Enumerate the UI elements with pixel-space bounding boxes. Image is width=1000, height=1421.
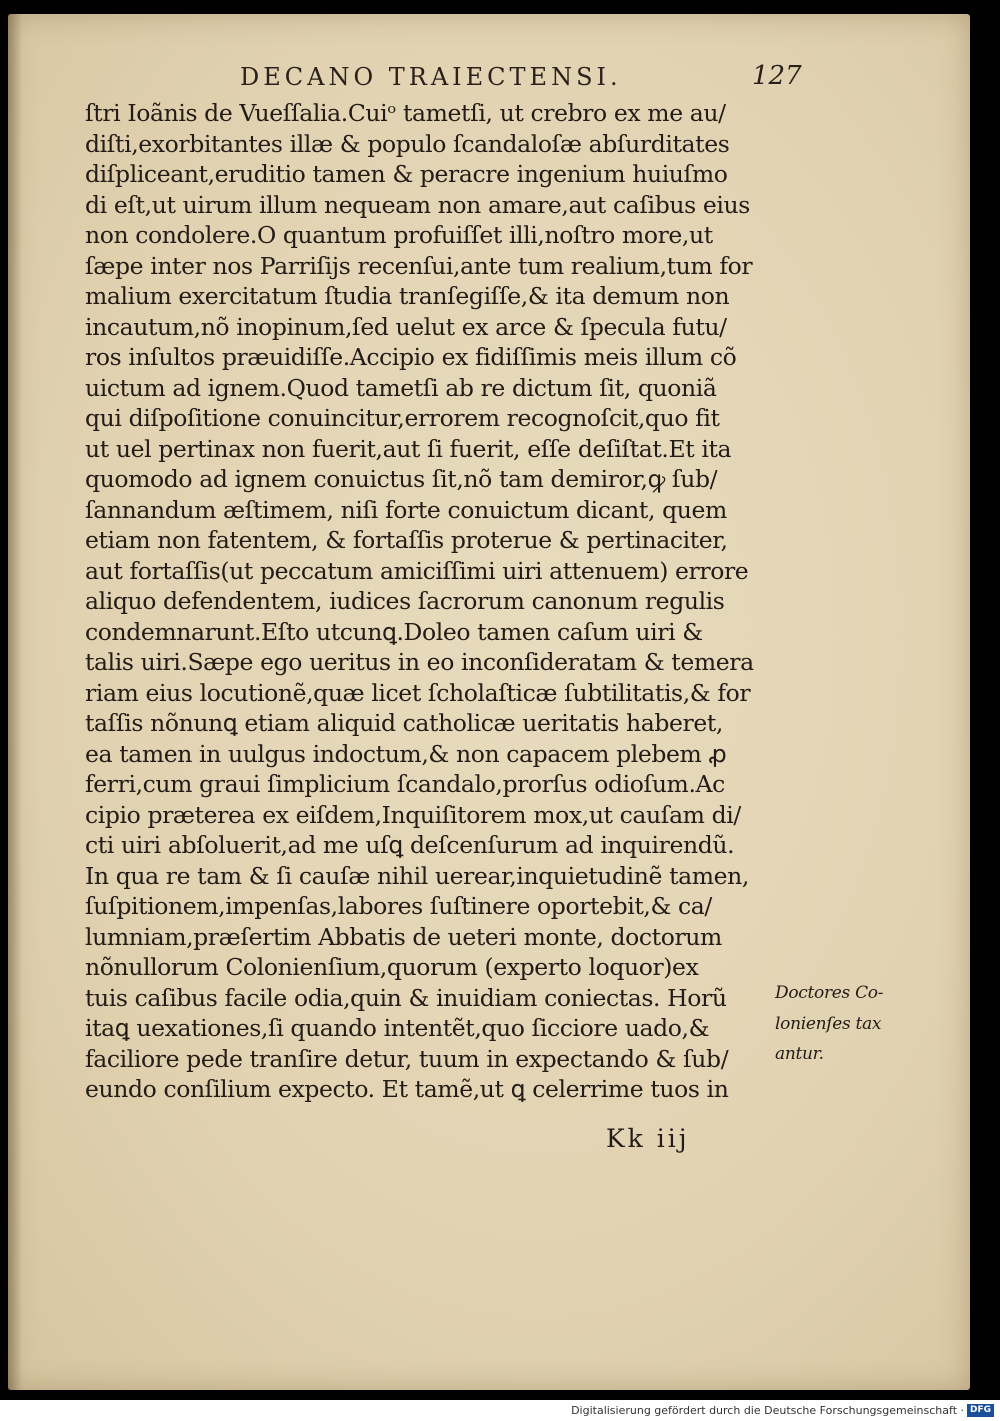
text-line: diſti,exorbitantes illæ & populo ſcandaloſæ abſurditates	[85, 129, 730, 158]
text-line: etiam non fatentem, & fortaſſis proterue & pertinaciter,	[85, 526, 728, 554]
text-line: In qua re tam & ſi cauſæ nihil uerear,inquietudinẽ tamen,	[85, 861, 749, 890]
text-line: ſæpe inter nos Parriſijs recenſui,ante tum realium,tum for	[85, 251, 753, 280]
text-line: lumniam,præſertim Abbatis de ueteri monte, doctorum	[85, 922, 722, 951]
text-line: ſtri Ioãnis de Vueſſalia.Cuiᵒ tametſi, ut crebro ex me au/	[85, 99, 726, 127]
marginal-note-line: Doctores Co-	[775, 983, 884, 1003]
page-number: 127	[752, 61, 802, 91]
running-head: DECANO TRAIECTENSI.	[240, 63, 622, 91]
text-line: quomodo ad ignem conuictus ſit,nõ tam demiror,ꝙ ſub/	[85, 465, 718, 493]
text-line: di eſt,ut uirum illum nequeam non amare,aut caſibus eius	[85, 190, 750, 219]
text-line: ſuſpitionem,impenſas,labores ſuſtinere oportebit,& ca/	[85, 892, 712, 920]
text-line: aliquo defendentem, iudices ſacrorum canonum regulis	[85, 587, 725, 615]
text-line: taſſis nõnunꝗ etiam aliquid catholicæ ueritatis haberet,	[85, 709, 723, 737]
text-line: qui diſpoſitione conuincitur,errorem recognoſcit,quo fit	[85, 404, 720, 432]
text-line: ros inſultos præuidiſſe.Accipio ex fidiſſimis meis illum cõ	[85, 343, 737, 371]
text-line: eundo conſilium expecto. Et tamẽ,ut ꝗ celerrime tuos in	[85, 1075, 729, 1103]
marginal-note	[775, 978, 885, 1073]
text-line: riam eius locutionẽ,quæ licet ſcholaſticæ ſubtilitatis,& for	[85, 678, 751, 707]
text-line: non condolere.O quantum profuiſſet illi,noſtro more,ut	[85, 221, 713, 249]
text-line: ferri,cum graui ſimplicium ſcandalo,prorſus odioſum.Ac	[85, 770, 725, 798]
dfg-logo: DFG	[967, 1404, 994, 1417]
text-line: ut uel pertinax non fuerit,aut ſi fuerit, eſſe deſiſtat.Et ita	[85, 434, 732, 463]
marginal-note-line: antur.	[775, 1044, 824, 1064]
text-line: faciliore pede tranſire detur, tuum in expectando & ſub/	[85, 1044, 729, 1073]
text-line: condemnarunt.Eſto utcunꝗ.Doleo tamen caſum uiri &	[85, 617, 703, 646]
text-line: aut fortaſſis(ut peccatum amiciſſimi uiri attenuem) errore	[85, 556, 749, 585]
text-line: uictum ad ignem.Quod tametſi ab re dictum ſit, quoniã	[85, 373, 717, 402]
text-line: ſannandum æſtimem, niſi forte conuictum dicant, quem	[85, 495, 727, 524]
text-line: nõnullorum Colonienſium,quorum (experto loquor)ex	[85, 953, 699, 981]
text-line: diſpliceant,eruditio tamen & peracre ingenium huiuſmo	[85, 160, 728, 188]
body-text	[85, 98, 775, 1128]
text-line: tuis caſibus facile odia,quin & inuidiam coniectas. Horũ	[85, 983, 727, 1012]
text-line: malium exercitatum ſtudia tranſegiſſe,& ita demum non	[85, 282, 730, 310]
text-line: itaꝗ uexationes,ſi quando intentẽt,quo ſicciore uado,&	[85, 1014, 710, 1042]
page-gutter-shadow	[8, 14, 22, 1390]
footer-credit: Digitalisierung gefördert durch die Deutsche Forschungsgemeinschaft ·	[571, 1404, 964, 1417]
signature-mark: Kk iij	[606, 1124, 690, 1153]
text-line: cti uiri abſoluerit,ad me uſꝗ deſcenſurum ad inquirendũ.	[85, 831, 735, 859]
text-line: cipio præterea ex eiſdem,Inquiſitorem mox,ut cauſam di/	[85, 800, 741, 829]
text-line: talis uiri.Sæpe ego ueritus in eo inconſideratam & temera	[85, 648, 754, 676]
text-line: incautum,nõ inopinum,ſed uelut ex arce & ſpecula futu/	[85, 312, 727, 341]
marginal-note-line: lonienſes tax	[775, 1013, 882, 1034]
text-line: ea tamen in uulgus indoctum,& non capacem plebem ꝓ	[85, 739, 727, 768]
